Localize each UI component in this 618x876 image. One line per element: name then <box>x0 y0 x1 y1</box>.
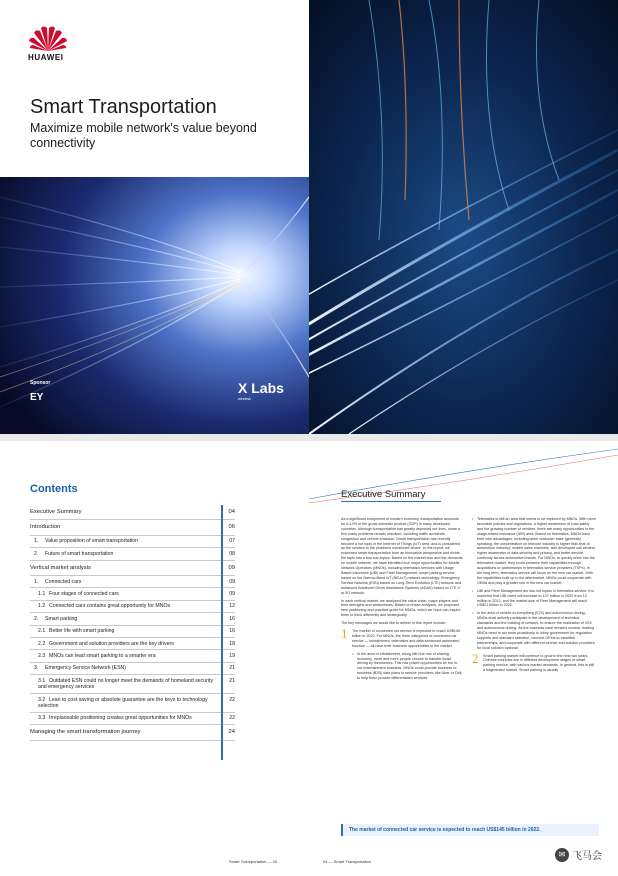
toc-entry-label <box>30 665 134 671</box>
toc-entry-label <box>30 591 127 597</box>
key-point-text: Smart parking market will continue to grow in the next two years. Chinese countries are in different development stages of smart parking service, with various market demands. In general, this is still a fragmented market. Smart parking is usually <box>483 653 595 673</box>
bullet-item: • UBI and Fleet Management are two hot topics in telematics service. It is expected that UBI users will increase to 107 million in 2020 from 12 million in 2013, and the market size of Fleet Management will reach US$21 billion in 2022. <box>472 589 596 609</box>
toc-entry-page: 22 <box>229 696 235 703</box>
toc-entry[interactable] <box>30 725 235 740</box>
toc-entry-label <box>30 729 149 735</box>
chat-bubble-icon: ✉ <box>555 848 569 862</box>
toc-entry-label <box>30 628 122 634</box>
toc-entry[interactable] <box>30 536 235 548</box>
executive-summary-title: Executive Summary <box>341 489 426 500</box>
toc-entry[interactable] <box>30 505 235 520</box>
toc-entry-page: 07 <box>229 538 235 545</box>
toc-entry-label <box>30 565 99 571</box>
toc-entry[interactable] <box>30 675 235 694</box>
toc-entry-page: 19 <box>229 652 235 659</box>
sponsor-label: Sponsor <box>30 380 51 386</box>
contents-accent-bar <box>221 505 223 760</box>
toc-entry-text: Better life with smart parking <box>49 628 115 635</box>
toc-entry[interactable] <box>30 601 235 613</box>
toc-entry[interactable] <box>30 694 235 713</box>
toc-entry-label <box>30 678 226 691</box>
cover-title: Smart Transportation <box>30 96 217 118</box>
bullet-item: • Telematics is still an area that needs to be explored by MNOs. With more favorable policies and regulations, a higher awareness of road safety and the growing number of vehicles, there are many opportunities in the usage-based insurance (UBI) area. Based on telematics, MNOs have their own advantages, including wider customer base (generally speaking, the concentration on telecom industry is higher than that of automotive industry), mobile sales channels, well-developed call centers, higher awareness of data security and privacy, and better service continuity across automotive brands. For MNOs, to quickly enter into the telematics market, they could enhance their capabilities through acquisitions or partnerships in telematics service providers (TSPs). In the long term, telematics service will focus on the new car market. With the capabilities built up in the aftermarket, MNOs could cooperate with OEMs and play a greater role in the new car market. <box>472 517 596 586</box>
contents-title: Contents <box>30 483 78 495</box>
paragraph: In each vertical market, we analyzed the value chain, major players and their strengths and weaknesses. Based on these analyses, we proposed new positioning and practical guide for MNOs, which we hope can inspire them to think differently and strategically. <box>341 598 461 618</box>
toc-entry-text: Four stages of connected cars <box>49 590 119 597</box>
cover-subtitle: Maximize mobile network's value beyond connectivity <box>30 121 257 150</box>
toc-entry[interactable] <box>30 650 235 662</box>
huawei-logo <box>28 24 72 62</box>
toc-entry-number: 3.2 <box>38 696 46 703</box>
toc-entry-page: 21 <box>229 677 235 684</box>
toc-entry-number: 2. <box>34 550 39 557</box>
toc-entry[interactable] <box>30 548 235 560</box>
toc-entry-text: Executive Summary <box>30 509 82 515</box>
toc-entry-page: 16 <box>229 615 235 622</box>
toc-entry-page: 16 <box>229 628 235 635</box>
toc-entry-label <box>30 697 224 710</box>
toc-entry-label <box>30 653 164 659</box>
watermark <box>555 847 602 862</box>
toc-entry-page: 09 <box>229 590 235 597</box>
toc-entry[interactable] <box>30 663 235 675</box>
column-left <box>341 517 463 684</box>
xlabs-logo-sub: wireless <box>238 397 251 401</box>
light-trails-photo <box>309 0 618 434</box>
ey-logo <box>30 392 50 403</box>
contents-page <box>0 441 309 876</box>
toc-entry-number: 1.1 <box>38 590 46 597</box>
toc-entry-text: MNOs can lead smart parking to a smarter era <box>49 652 156 659</box>
toc-entry-number: 3.1 <box>38 677 46 684</box>
toc-entry-page: 04 <box>228 509 235 515</box>
toc-entry-label <box>30 579 89 585</box>
ey-logo-text: EY <box>30 392 44 403</box>
xlabs-logo-mark: X Labs <box>238 380 284 396</box>
toc-entry[interactable] <box>30 520 235 535</box>
toc-entry-label <box>30 538 146 544</box>
key-point-number: 2 <box>472 650 479 666</box>
toc-entry-label <box>30 524 68 530</box>
executive-summary-page <box>309 441 618 876</box>
bullet-item: • In the area of vehicle-to-everything (V2X) and autonomous driving, MNOs shall actively participate in the development of technical standards and the building of network, to ensure the realization of V2X and autonomous driving. As the business case remains unclear, leading MNOs need to act more proactively to lobby government for regulation supports and standard selection, connect OEMs to establish partnerships, and cooperate with different service and solution providers for local solution optional. <box>472 611 596 650</box>
toc-entry-label <box>30 715 200 721</box>
toc-entry-number: 1. <box>34 578 39 585</box>
toc-entry-label <box>30 616 85 622</box>
toc-entry[interactable] <box>30 561 235 576</box>
column-right <box>472 517 596 673</box>
toc-entry-text: Managing the smart transformation journey <box>30 729 141 736</box>
key-point-number: 1 <box>341 626 348 642</box>
toc-entry-text: Vertical market analysis <box>30 564 91 571</box>
page-footer: 04 — Smart Transportation <box>323 859 372 864</box>
toc-entry-text: Smart parking <box>45 615 78 622</box>
brand-name: HUAWEI <box>28 53 64 62</box>
toc-entry-number: 2.2 <box>38 640 46 647</box>
toc-entry-number: 1.2 <box>38 603 46 610</box>
toc-entry-page: 06 <box>228 524 235 531</box>
paragraph: As a significant component of modern economy, transportation accounts for 6-12% of the gross domestic product (GDP) in many developed countries. Although transportation has greatly improved our lives, some a few costly problems remain unsolved, including traffic accidents, congestion and vehicle emission. Smart transportation has recently become a hot topic in the Internet of Things (IoT) area, and is considered as the solution to the problems mentioned above. In this report, we examined smart transportation from an innovative perspective and divide the topic into a few sub-topics. Based on the market size and the demands on mobile network, we have identified four major opportunities for Mobile Network Operators (MNOs), including telematics services with Usage Based Insurance (UBI) and Fleet Management, smart parking service based on the Narrow-Band IoT (NB-IoT) network technology, Emergency Service Network (ESN) based on Long-Term Evolution (LTE) network and enhanced Advanced Driver Assistance Systems (ADAS) based on LTE-V or 5G network. <box>341 517 463 595</box>
toc-entry-text: Connected cars contains great opportunity for MNOs <box>49 603 171 610</box>
toc-entry[interactable] <box>30 638 235 650</box>
toc-entry-page: 12 <box>229 603 235 610</box>
paragraph: The key messages we would like to deliver in this report include: <box>341 621 446 626</box>
key-point-text: The market of connected car service is expected to reach US$145 billion in 2022. For MNOs, the three categories of connected car service — infotainment, telematics and data-enhanced automated function — all have their business opportunities in the market. <box>352 629 461 648</box>
toc-entry-text: Connected cars <box>45 578 82 585</box>
toc-entry-text: Future of smart transportation <box>45 550 114 557</box>
toc-entry-text: Irreplaceable positioning creates great opportunities for MNOs <box>49 715 192 722</box>
toc-entry[interactable] <box>30 626 235 638</box>
title-rule <box>341 501 441 502</box>
toc-entry-label <box>30 551 121 557</box>
toc-entry-page: 09 <box>228 564 235 571</box>
highlight-callout: The market of connected car service is expected to reach US$145 billion in 2022. <box>341 824 599 836</box>
toc-entry-page: 09 <box>229 578 235 585</box>
toc-entry[interactable] <box>30 588 235 600</box>
toc-entry-label <box>30 641 182 647</box>
toc-entry-text: Emergency Service Network (ESN) <box>45 665 127 672</box>
toc-entry[interactable] <box>30 713 235 725</box>
toc-entry-page: 08 <box>229 550 235 557</box>
toc-entry-page: 24 <box>228 729 235 736</box>
huawei-petals-icon <box>28 24 68 52</box>
table-of-contents <box>30 505 235 741</box>
toc-entry-text: Outdated ESN could no longer meet the demands of homeland security and emergency services <box>38 677 214 691</box>
toc-entry-label <box>30 603 178 609</box>
toc-entry[interactable] <box>30 576 235 588</box>
toc-entry-number: 2.3 <box>38 652 46 659</box>
toc-entry-label <box>30 509 90 515</box>
cover-page <box>0 0 309 434</box>
toc-entry-text: Value proposition of smart transportation <box>45 538 139 545</box>
toc-entry-number: 1. <box>34 538 39 545</box>
toc-entry-number: 3.3 <box>38 715 46 722</box>
toc-entry-text: Government and solution providers are the key drivers <box>49 640 174 647</box>
toc-entry[interactable] <box>30 613 235 625</box>
toc-entry-text: Lean to cost saving or absolute guarantee are the keys to technology selection <box>38 696 208 709</box>
toc-entry-page: 22 <box>229 715 235 722</box>
toc-entry-page: 21 <box>229 665 235 672</box>
toc-entry-number: 2. <box>34 615 39 622</box>
bullet-item: • In the area of infotainment, along with the rise of sharing economy, more and more people choose to transfer those driving by themselves. This has posed opportunities for the in-car entertainment business. MNOs could provide business to business (B2B) data plans to service providers, like Uber or Didi, to help them provide differentiated services. <box>352 652 463 681</box>
page-footer: Smart Transportation — 03 <box>229 859 278 864</box>
watermark-text: 飞马会 <box>572 851 602 862</box>
cover-art-page <box>309 0 618 434</box>
toc-entry-page: 18 <box>229 640 235 647</box>
xlabs-logo <box>238 380 284 401</box>
toc-entry-number: 2.1 <box>38 628 46 635</box>
toc-entry-text: Introduction <box>30 524 61 531</box>
key-point-1 <box>341 626 463 649</box>
key-point-2 <box>472 650 596 674</box>
toc-entry-number: 3. <box>34 665 39 672</box>
